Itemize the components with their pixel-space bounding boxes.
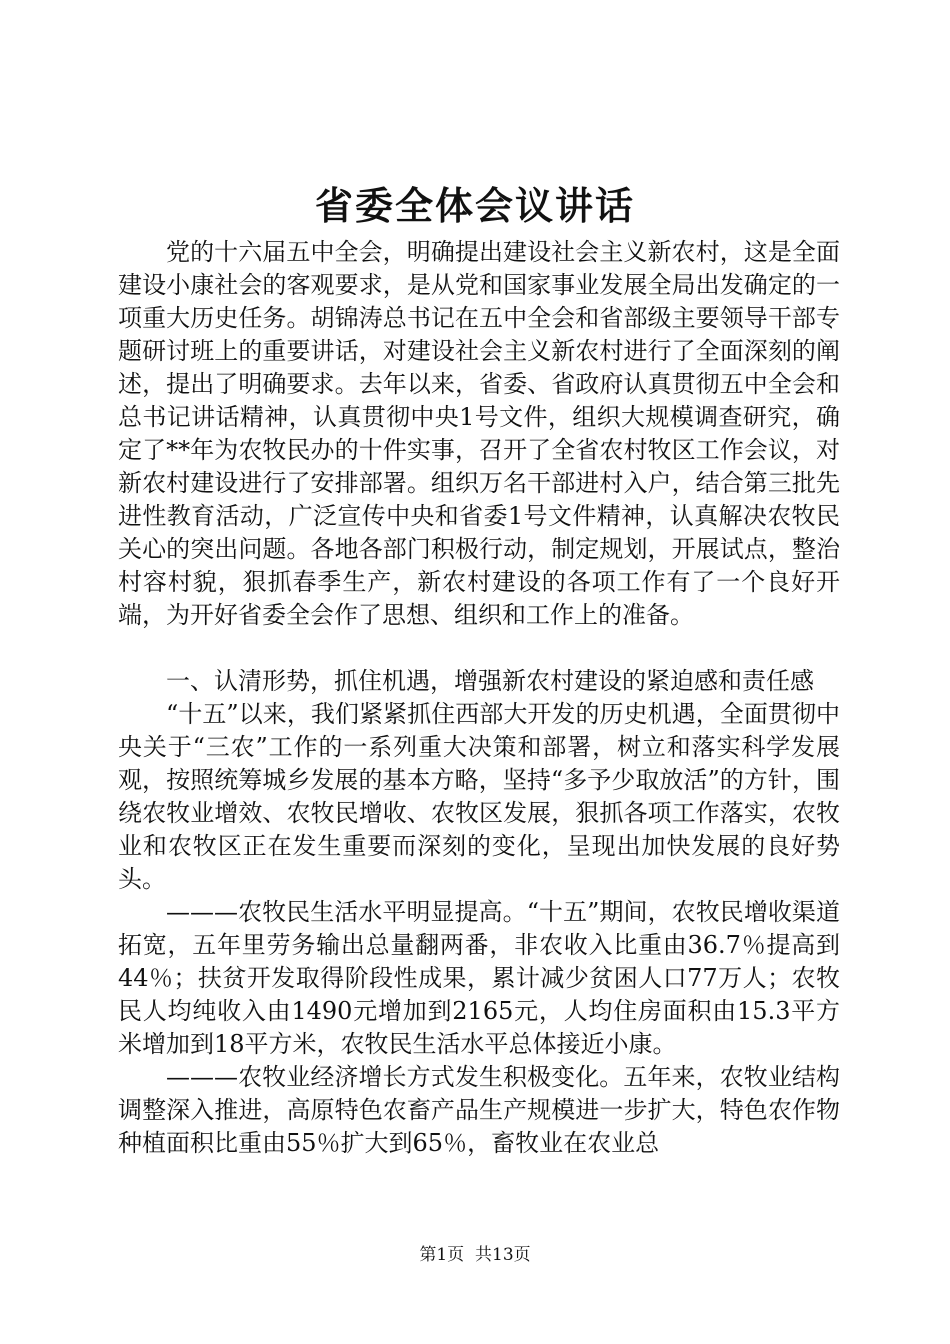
document-title: 省委全体会议讲话	[314, 184, 635, 228]
page-number: 第1页	[419, 1245, 465, 1265]
page-footer	[0, 1243, 950, 1267]
page-total: 共13页	[475, 1245, 531, 1265]
body-paragraph: ———农牧民生活水平明显提高。“十五”期间，农牧民增收渠道拓宽，五年里劳务输出总量翻两番，非农收入比重由36.7％提高到44％；扶贫开发取得阶段性成果，累计减少贫困人口77万人；农牧民人均纯收入由1490元增加到2165元，人均住房面积由15.3平方米增加到18平方米，农牧民生活水平总体接近小康。	[118, 898, 840, 1058]
body-paragraph: ———农牧业经济增长方式发生积极变化。五年来，农牧业结构调整深入推进，高原特色农畜产品生产规模进一步扩大，特色农作物种植面积比重由55％扩大到65％，畜牧业在农业总	[118, 1063, 840, 1157]
body-paragraph: “十五”以来，我们紧紧抓住西部大开发的历史机遇，全面贯彻中央关于“三农”工作的一系列重大决策和部署，树立和落实科学发展观，按照统筹城乡发展的基本方略，坚持“多予少取放活”的方针，围绕农牧业增效、农牧民增收、农牧区发展，狠抓各项工作落实，农牧业和农牧区正在发生重要而深刻的变化，呈现出加快发展的良好势头。	[118, 700, 840, 893]
document-body	[118, 236, 840, 1160]
intro-paragraph: 党的十六届五中全会，明确提出建设社会主义新农村，这是全面建设小康社会的客观要求，是从党和国家事业发展全局出发确定的一项重大历史任务。胡锦涛总书记在五中全会和省部级主要领导干部专题研讨班上的重要讲话，对建设社会主义新农村进行了全面深刻的阐述，提出了明确要求。去年以来，省委、省政府认真贯彻五中全会和总书记讲话精神，认真贯彻中央1号文件，组织大规模调查研究，确定了**年为农牧民办的十件实事，召开了全省农村牧区工作会议，对新农村建设进行了安排部署。组织万名干部进村入户，结合第三批先进性教育活动，广泛宣传中央和省委1号文件精神，认真解决农牧民关心的突出问题。各地各部门积极行动，制定规划，开展试点，整治村容村貌，狠抓春季生产，新农村建设的各项工作有了一个良好开端，为开好省委全会作了思想、组织和工作上的准备。	[118, 238, 840, 629]
section-heading: 一、认清形势，抓住机遇，增强新农村建设的紧迫感和责任感	[166, 667, 814, 695]
